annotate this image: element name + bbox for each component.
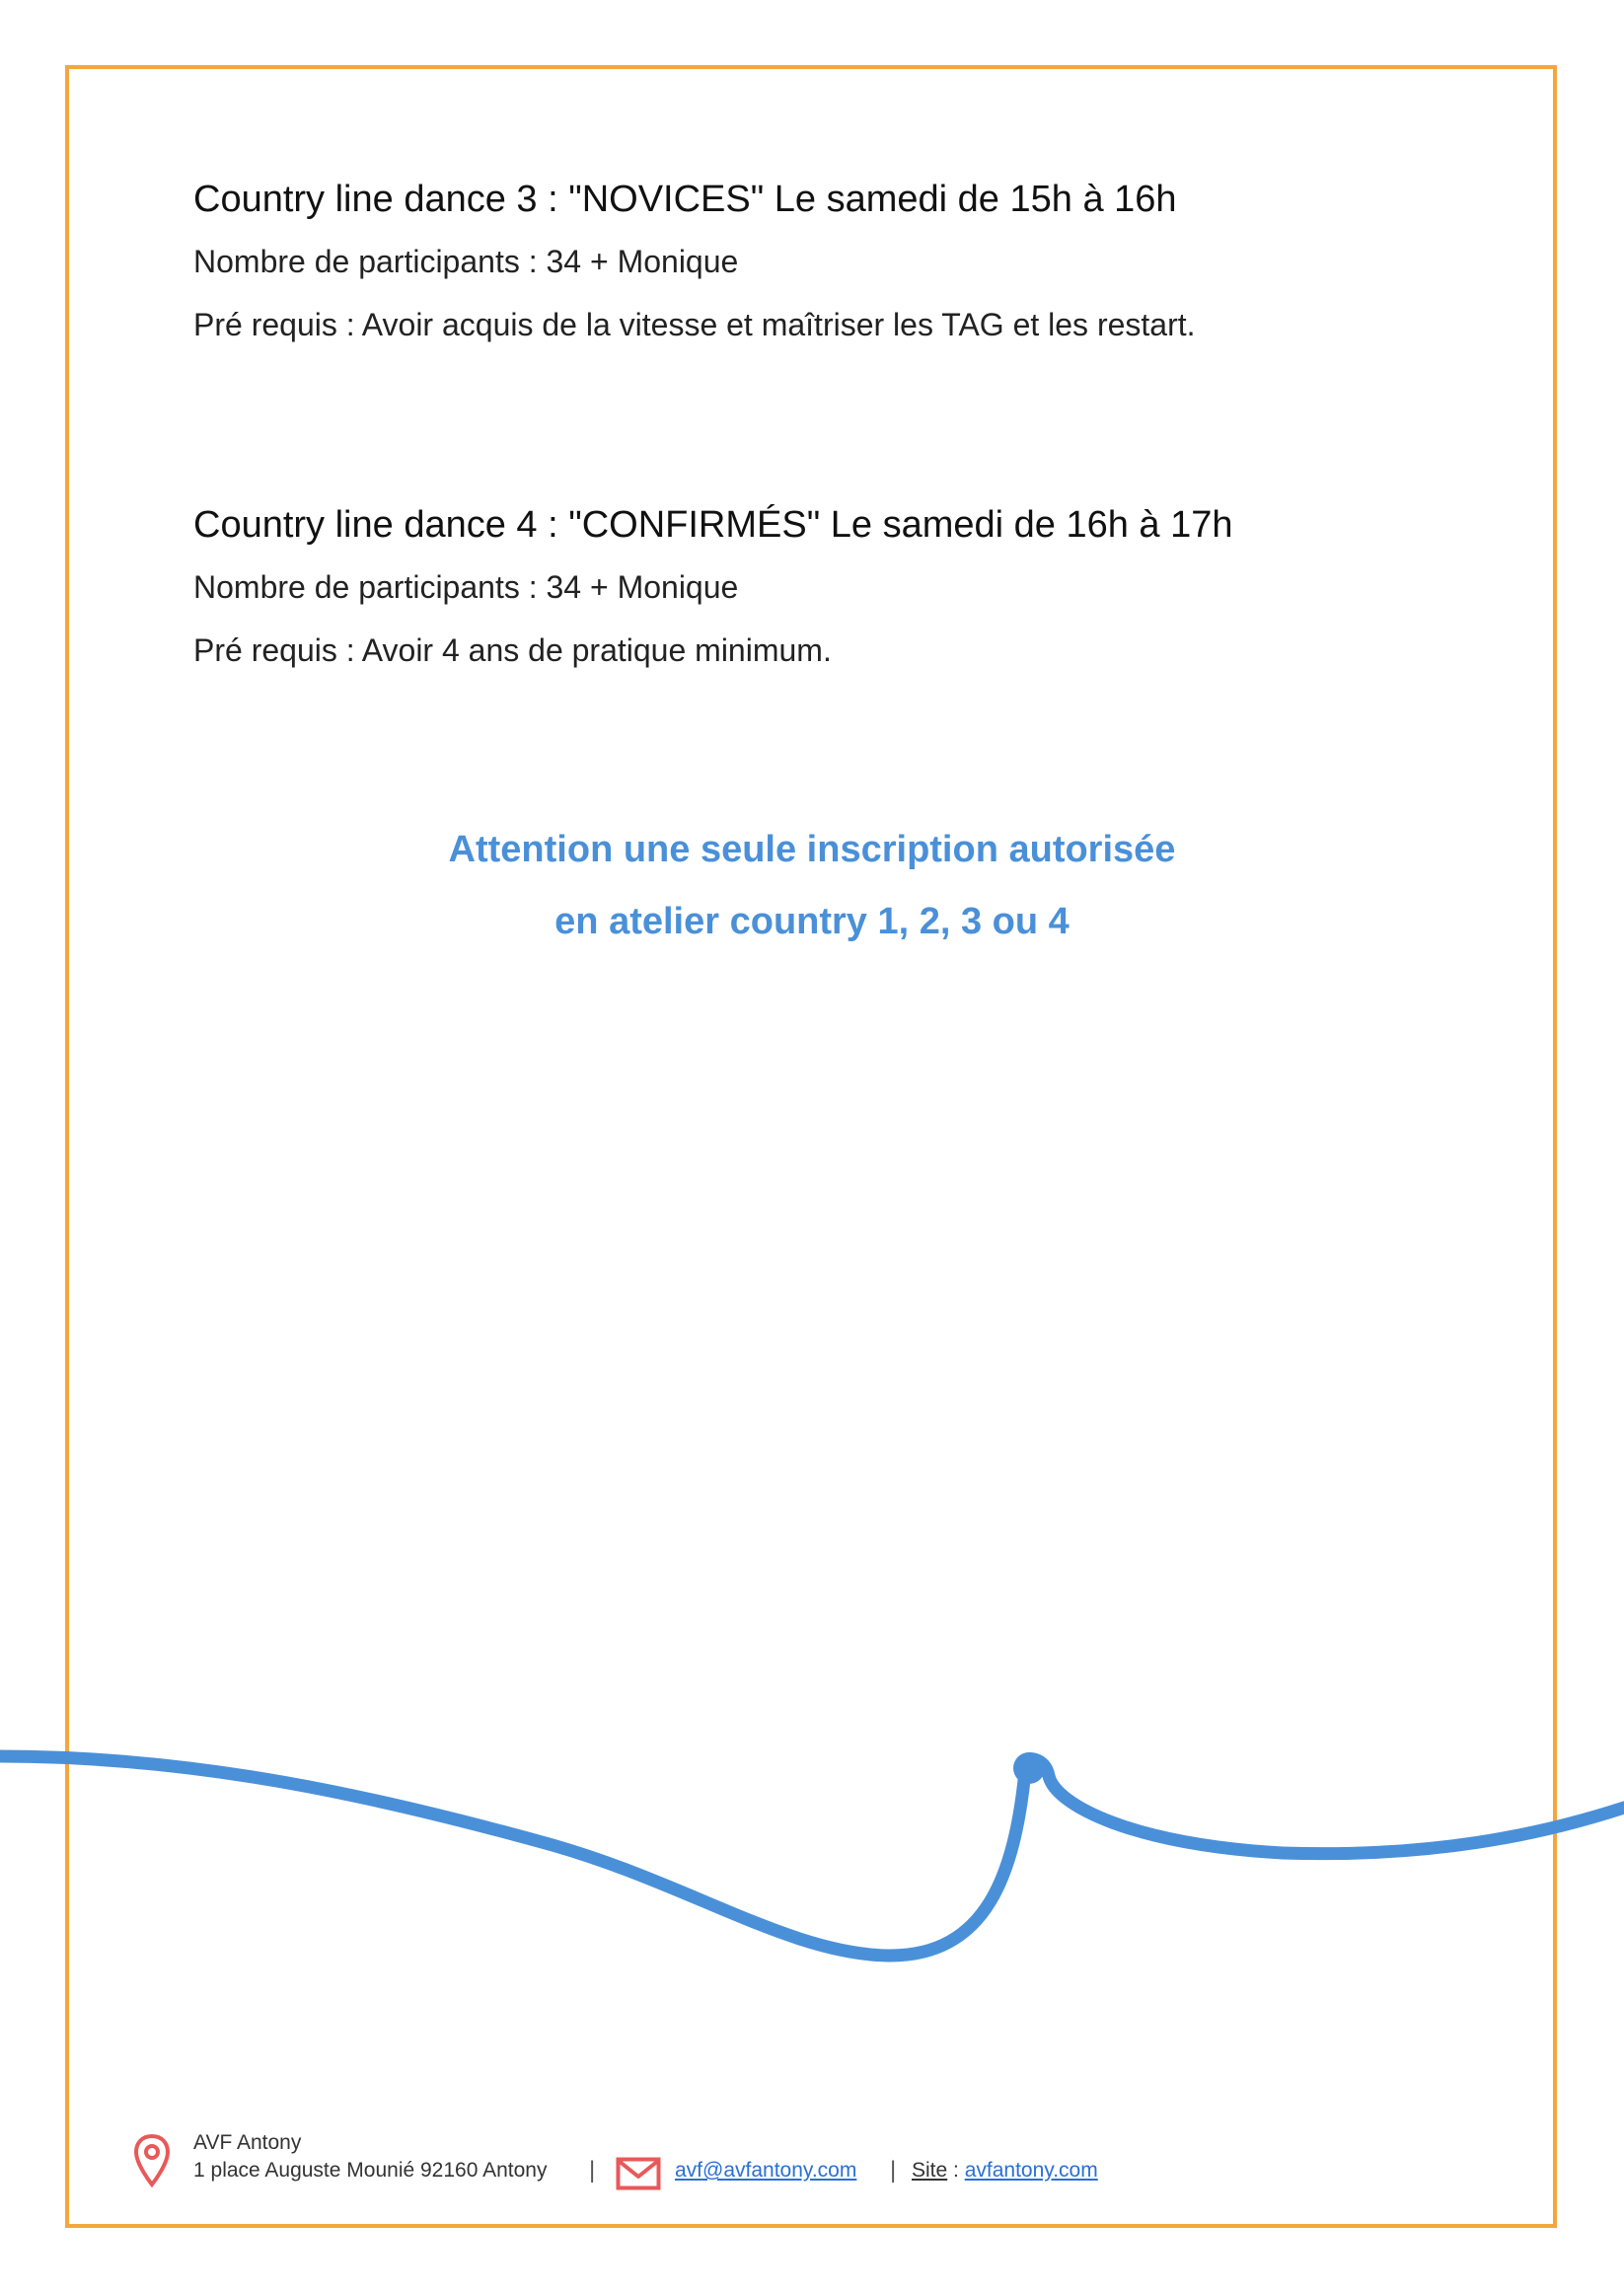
footer-separator: | xyxy=(890,2157,897,2184)
block-prerequisites: Pré requis : Avoir 4 ans de pratique minimum. xyxy=(193,631,832,668)
site-link[interactable]: avfantony.com xyxy=(964,2159,1098,2182)
notice-line-2: en atelier country 1, 2, 3 ou 4 xyxy=(554,901,1070,942)
site-label: Site xyxy=(912,2159,948,2182)
location-pin-icon xyxy=(132,2133,172,2190)
block-participants: Nombre de participants : 34 + Monique xyxy=(193,243,739,279)
footer-address: 1 place Auguste Mounié 92160 Antony xyxy=(193,2159,548,2183)
block-heading: Country line dance 4 : "CONFIRMÉS" Le samedi de 16h à 17h xyxy=(193,504,1233,546)
block-prerequisites: Pré requis : Avoir acquis de la vitesse et maîtriser les TAG et les restart. xyxy=(193,306,1196,342)
site-colon: : xyxy=(947,2159,965,2182)
decorative-wave xyxy=(0,1697,1624,1993)
mail-icon xyxy=(616,2157,661,2190)
email-link[interactable]: avf@avfantony.com xyxy=(675,2159,857,2182)
footer-email-wrap xyxy=(675,2157,856,2185)
notice-line-1: Attention une seule inscription autorisée xyxy=(448,829,1176,870)
block-heading: Country line dance 3 : "NOVICES" Le samedi de 15h à 16h xyxy=(193,179,1177,220)
block-novices xyxy=(193,178,1196,343)
footer-separator: | xyxy=(589,2157,596,2184)
block-confirmes xyxy=(193,503,1233,669)
footer-address-block xyxy=(193,2129,547,2185)
footer-site xyxy=(912,2157,1098,2185)
block-participants: Nombre de participants : 34 + Monique xyxy=(193,568,739,605)
footer-org-name: AVF Antony xyxy=(193,2131,302,2154)
